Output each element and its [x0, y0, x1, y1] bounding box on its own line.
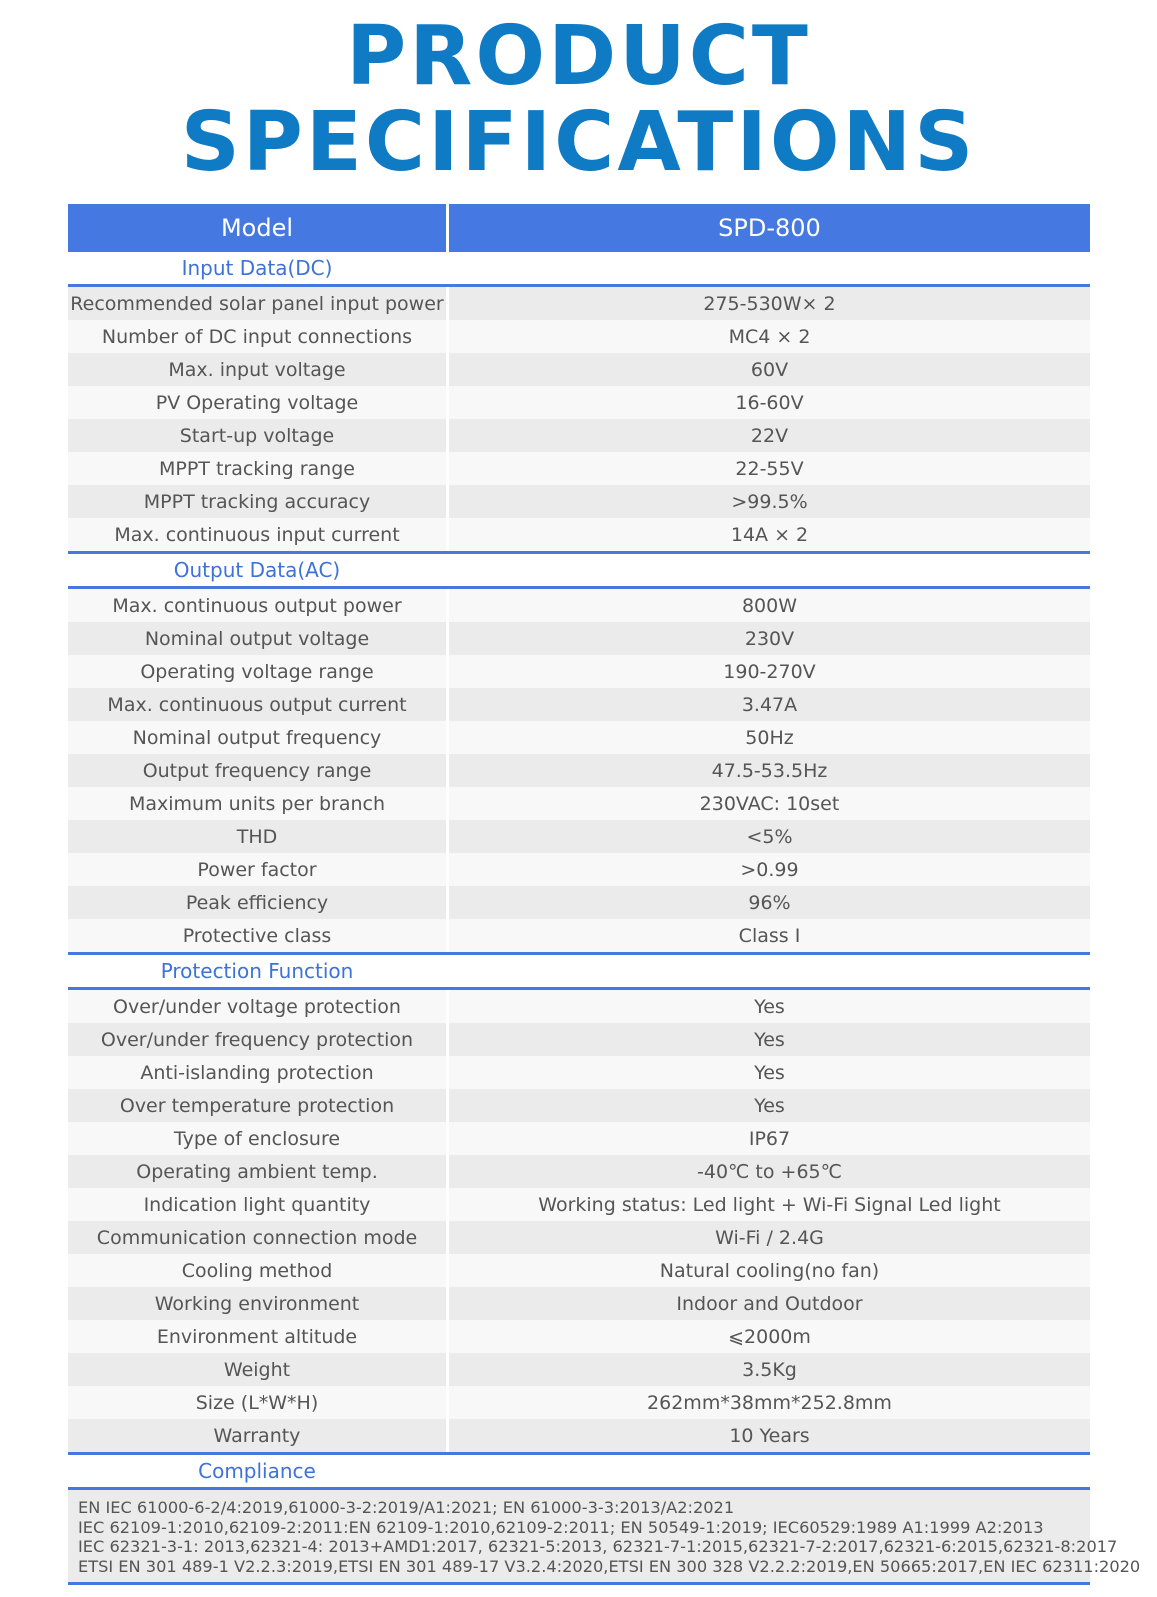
- spec-value: Yes: [754, 1061, 785, 1084]
- table-row: [68, 1419, 1090, 1452]
- table-row: [68, 353, 1090, 386]
- spec-label: Protective class: [68, 919, 449, 952]
- spec-value: Working status: Led light + Wi-Fi Signal Led light: [538, 1193, 1001, 1216]
- spec-value: 10 Years: [729, 1424, 810, 1447]
- spec-value: Yes: [754, 995, 785, 1018]
- table-row: [68, 721, 1090, 754]
- spec-value: <5%: [746, 825, 793, 848]
- page-title-line1: PRODUCT: [346, 9, 811, 104]
- table-row: [68, 1353, 1090, 1386]
- spec-label: Peak efficiency: [68, 886, 449, 919]
- spec-value: 230V: [744, 627, 795, 650]
- spec-value: 3.47A: [741, 693, 798, 716]
- spec-label: Environment altitude: [68, 1320, 449, 1353]
- header-model-value: SPD-800: [718, 214, 821, 242]
- spec-value: 50Hz: [745, 726, 794, 749]
- spec-value: Class I: [738, 924, 801, 947]
- section-protection-title: Protection Function: [68, 955, 449, 987]
- spec-label: Maximum units per branch: [68, 787, 449, 820]
- input-rows: [68, 287, 1090, 551]
- section-output: [68, 551, 1090, 589]
- compliance-text: [68, 1487, 1141, 1585]
- spec-value: 16-60V: [735, 391, 804, 414]
- spec-label: Operating voltage range: [68, 655, 449, 688]
- table-row: [68, 320, 1090, 353]
- table-row: [68, 1287, 1090, 1320]
- table-row: [68, 1188, 1090, 1221]
- spec-label: PV Operating voltage: [68, 386, 449, 419]
- table-row: [68, 518, 1090, 551]
- spec-label: Anti-islanding protection: [68, 1056, 449, 1089]
- spec-label: Nominal output voltage: [68, 622, 449, 655]
- spec-label: Weight: [68, 1353, 449, 1386]
- table-row: [68, 688, 1090, 721]
- spec-value: 262mm*38mm*252.8mm: [647, 1391, 892, 1414]
- spec-value: Yes: [754, 1094, 785, 1117]
- spec-value: 3.5Kg: [742, 1358, 797, 1381]
- table-row: [68, 655, 1090, 688]
- spec-value: 14A × 2: [730, 523, 809, 546]
- compliance-line: ETSI EN 301 489-1 V2.2.3:2019,ETSI EN 301 489-17 V3.2.4:2020,ETSI EN 300 328 V2.2.2:2019,EN 50665:2017,EN IEC 62311:2020: [78, 1556, 1141, 1576]
- spec-value: 22-55V: [735, 457, 804, 480]
- section-input: [68, 252, 1090, 287]
- spec-label: Start-up voltage: [68, 419, 449, 452]
- spec-table: [68, 204, 1141, 1585]
- spec-label: Power factor: [68, 853, 449, 886]
- protection-rows: [68, 990, 1090, 1452]
- table-row: [68, 853, 1090, 886]
- spec-value: Wi-Fi / 2.4G: [715, 1226, 824, 1249]
- table-row: [68, 1122, 1090, 1155]
- spec-value: >99.5%: [731, 490, 808, 513]
- spec-label: Type of enclosure: [68, 1122, 449, 1155]
- spec-label: Over/under frequency protection: [68, 1023, 449, 1056]
- compliance-line: IEC 62321-3-1: 2013,62321-4: 2013+AMD1:2017, 62321-5:2013, 62321-7-1:2015,62321-7-2:2017,62321-6:2015,62321-8:2017: [78, 1537, 1118, 1556]
- spec-label: Max. continuous input current: [68, 518, 449, 551]
- spec-value: -40℃ to +65℃: [697, 1160, 842, 1183]
- section-input-title: Input Data(DC): [68, 252, 449, 284]
- spec-label: Warranty: [68, 1419, 449, 1452]
- spec-value: >0.99: [740, 858, 799, 881]
- table-row: [68, 1254, 1090, 1287]
- spec-value: ⩽2000m: [728, 1325, 811, 1348]
- table-row: [68, 1023, 1090, 1056]
- compliance-line: EN IEC 61000-6-2/4:2019,61000-3-2:2019/A1:2021; EN 61000-3-3:2013/A2:2021: [78, 1498, 735, 1517]
- header-model-label: Model: [68, 204, 449, 252]
- spec-label: Over temperature protection: [68, 1089, 449, 1122]
- spec-value: Indoor and Outdoor: [676, 1292, 863, 1315]
- table-row: [68, 1155, 1090, 1188]
- section-protection: [68, 952, 1090, 990]
- spec-value: 60V: [750, 358, 789, 381]
- table-row: [68, 754, 1090, 787]
- table-row: [68, 919, 1090, 952]
- section-output-title: Output Data(AC): [68, 554, 449, 586]
- spec-value: 96%: [748, 891, 791, 914]
- spec-label: Communication connection mode: [68, 1221, 449, 1254]
- spec-value: IP67: [748, 1127, 791, 1150]
- table-row: [68, 886, 1090, 919]
- spec-label: Size (L*W*H): [68, 1386, 449, 1419]
- table-header: [68, 204, 1090, 252]
- table-row: [68, 419, 1090, 452]
- spec-label: Cooling method: [68, 1254, 449, 1287]
- spec-value: 22V: [750, 424, 789, 447]
- table-row: [68, 452, 1090, 485]
- table-row: [68, 787, 1090, 820]
- spec-label: MPPT tracking accuracy: [68, 485, 449, 518]
- table-row: [68, 1386, 1090, 1419]
- spec-label: Max. input voltage: [68, 353, 449, 386]
- table-row: [68, 287, 1090, 320]
- spec-label: Over/under voltage protection: [68, 990, 449, 1023]
- spec-label: Number of DC input connections: [68, 320, 449, 353]
- spec-value: 47.5-53.5Hz: [711, 759, 828, 782]
- table-row: [68, 1056, 1090, 1089]
- section-compliance: [68, 1452, 1090, 1487]
- spec-label: Recommended solar panel input power: [68, 287, 449, 320]
- table-row: [68, 1320, 1090, 1353]
- table-row: [68, 1089, 1090, 1122]
- compliance-line: IEC 62109-1:2010,62109-2:2011:EN 62109-1:2010,62109-2:2011; EN 50549-1:2019; IEC60529:1989 A1:1999 A2:2013: [78, 1517, 1044, 1537]
- spec-value: Yes: [754, 1028, 785, 1051]
- spec-label: Indication light quantity: [68, 1188, 449, 1221]
- table-row: [68, 990, 1090, 1023]
- table-row: [68, 1221, 1090, 1254]
- table-row: [68, 820, 1090, 853]
- section-compliance-title: Compliance: [198, 1459, 316, 1483]
- spec-value: MC4 × 2: [728, 325, 811, 348]
- spec-label: MPPT tracking range: [68, 452, 449, 485]
- spec-value: Natural cooling(no fan): [659, 1259, 880, 1282]
- spec-label: Max. continuous output current: [68, 688, 449, 721]
- spec-value: 230VAC: 10set: [699, 792, 840, 815]
- spec-value: 275-530W× 2: [703, 292, 836, 315]
- page-title-line2: SPECIFICATIONS: [180, 95, 977, 190]
- spec-value: 800W: [741, 594, 798, 617]
- spec-label: Nominal output frequency: [68, 721, 449, 754]
- spec-label: Working environment: [68, 1287, 449, 1320]
- spec-label: Operating ambient temp.: [68, 1155, 449, 1188]
- spec-value: 190-270V: [723, 660, 816, 683]
- spec-label: Output frequency range: [68, 754, 449, 787]
- output-rows: [68, 589, 1090, 952]
- table-row: [68, 386, 1090, 419]
- spec-label: THD: [68, 820, 449, 853]
- table-row: [68, 622, 1090, 655]
- spec-label: Max. continuous output power: [68, 589, 449, 622]
- table-row: [68, 589, 1090, 622]
- table-row: [68, 485, 1090, 518]
